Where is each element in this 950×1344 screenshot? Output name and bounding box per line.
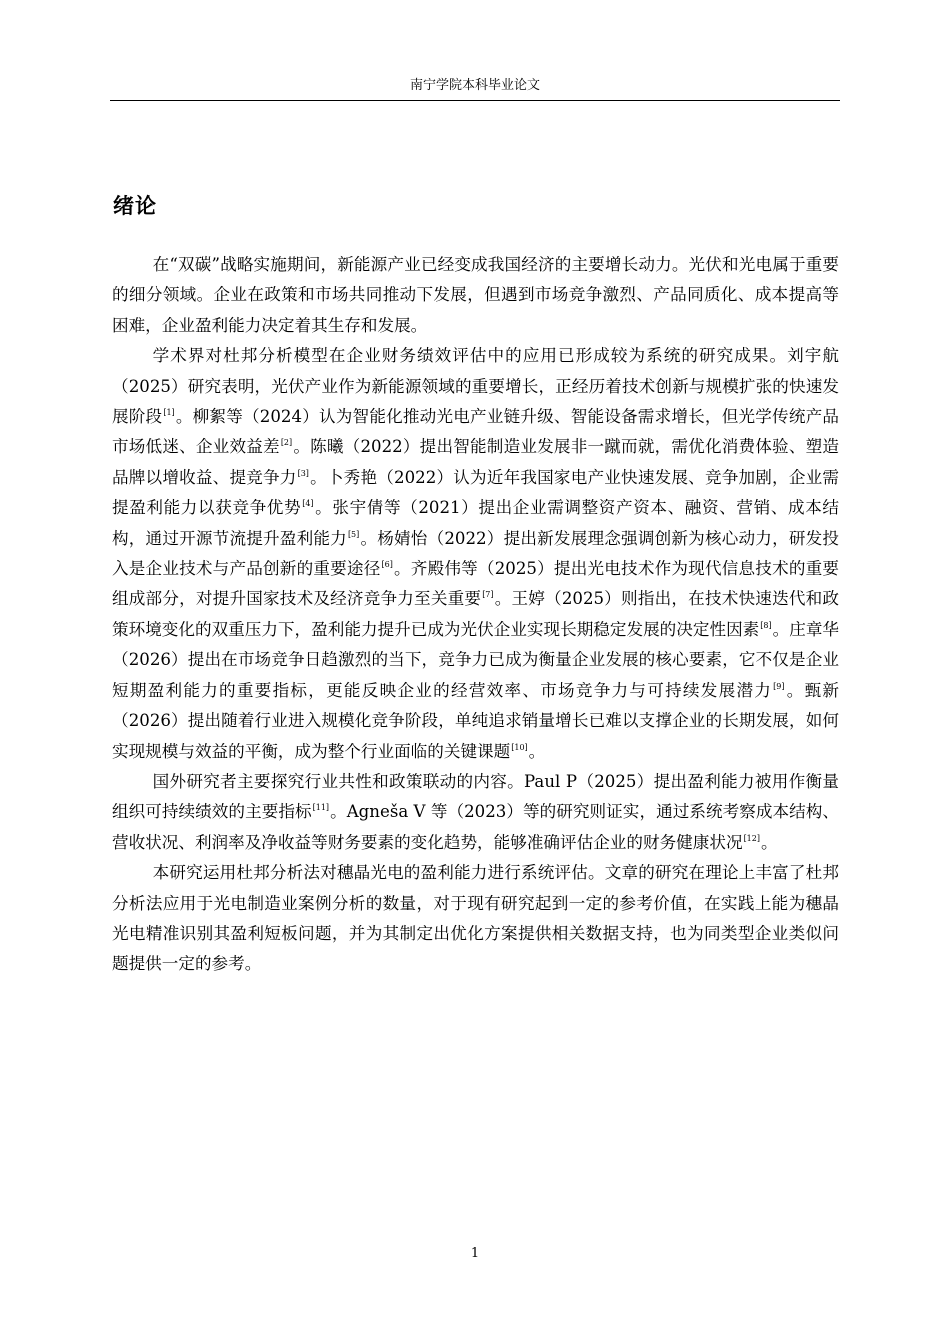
- citation-ref: [10]: [511, 742, 528, 752]
- paragraph-text: 。Agneša V 等（2023）等的研究则证实，通过系统考察成本结构、营收状况、利润率及净收益等财务要素的变化趋势，能够准确评估企业的财务健康状况: [112, 802, 839, 852]
- citation-ref: [7]: [482, 590, 494, 600]
- header-rule: [110, 100, 840, 101]
- page-header: 南宁学院本科毕业论文: [409, 78, 540, 93]
- paragraph-text: 。: [760, 832, 778, 852]
- citation-ref: [9]: [773, 681, 785, 691]
- paragraph-text: 。庄章华（2026）提出在市场竞争日趋激烈的当下，竞争力已成为衡量企业发展的核心要素，它不仅是企业短期盈利能力的重要指标，更能反映企业的经营效率、市场竞争力与可持续发展潜力: [112, 619, 840, 700]
- citation-ref: [8]: [760, 620, 772, 630]
- page-number: 1: [470, 1246, 480, 1261]
- paragraph: [112, 341, 839, 767]
- paragraph-text: 。陈曦（2022）提出智能制造业发展非一蹴而就，需优化消费体验、塑造品牌以增收益、提竞争力: [112, 437, 839, 487]
- citation-ref: [2]: [280, 438, 293, 448]
- paragraph: [112, 250, 839, 341]
- paragraph: [112, 858, 839, 980]
- paragraph-text: 。王婷（2025）则指出，在技术快速迭代和政策环境变化的双重压力下，盈利能力提升已成为光伏企业实现长期稳定发展的决定性因素: [112, 589, 840, 639]
- section-title: 绪论: [113, 194, 157, 218]
- body-text: [112, 250, 839, 980]
- paragraph-text: 学术界对杜邦分析模型在企业财务绩效评估中的应用已形成较为系统的研究成果。刘宇航（2025）研究表明，光伏产业作为新能源领域的重要增长，正经历着技术创新与规模扩张的快速发展阶段: [112, 346, 839, 427]
- paragraph-text: 。甄新（2026）提出随着行业进入规模化竞争阶段，单纯追求销量增长已难以支撑企业的长期发展，如何实现规模与效益的平衡，成为整个行业面临的关键课题: [112, 680, 840, 761]
- paragraph-text: 。齐殿伟等（2025）提出光电技术作为现代信息技术的重要组成部分，对提升国家技术及经济竞争力至关重要: [112, 559, 840, 609]
- paragraph-text: 。柳絮等（2024）认为智能化推动光电产业链升级、智能设备需求增长，但光学传统产品市场低迷、企业效益差: [112, 407, 839, 457]
- citation-ref: [3]: [297, 468, 309, 478]
- citation-ref: [1]: [163, 408, 175, 418]
- paragraph-text: 。卜秀艳（2022）认为近年我国家电产业快速发展、竞争加剧，企业需提盈利能力以获竞争优势: [112, 467, 839, 518]
- citation-ref: [11]: [312, 803, 330, 813]
- citation-ref: [12]: [743, 833, 760, 843]
- paragraph-text: 本研究运用杜邦分析法对穗晶光电的盈利能力进行系统评估。文章的研究在理论上丰富了杜邦分析法应用于光电制造业案例分析的数量，对于现有研究起到一定的参考价值，在实践上能为穗晶光电精准识别其盈利短板问题，并为其制定出优化方案提供相关数据支持，也为同类型企业类似问题提供一定的参考。: [112, 863, 839, 974]
- paragraph-text: 。杨婧怡（2022）提出新发展理念强调创新为核心动力，研发投入是企业技术与产品创新的重要途径: [112, 528, 839, 579]
- citation-ref: [5]: [347, 529, 360, 539]
- paragraph-text: 在“双碳”战略实施期间，新能源产业已经变成我国经济的主要增长动力。光伏和光电属于重要的细分领域。企业在政策和市场共同推动下发展，但遇到市场竞争激烈、产品同质化、成本提高等困难，企业盈利能力决定着其生存和发展。: [112, 255, 839, 335]
- paragraph-text: 。: [528, 741, 546, 761]
- citation-ref: [4]: [302, 499, 314, 509]
- paragraph-text: 。张宇倩等（2021）提出企业需调整资产资本、融资、营销、成本结构，通过开源节流提升盈利能力: [112, 498, 840, 548]
- paragraph-text: 国外研究者主要探究行业共性和政策联动的内容。Paul P（2025）提出盈利能力被用作衡量组织可持续绩效的主要指标: [112, 771, 839, 822]
- paragraph: [112, 767, 839, 858]
- citation-ref: [6]: [381, 560, 393, 570]
